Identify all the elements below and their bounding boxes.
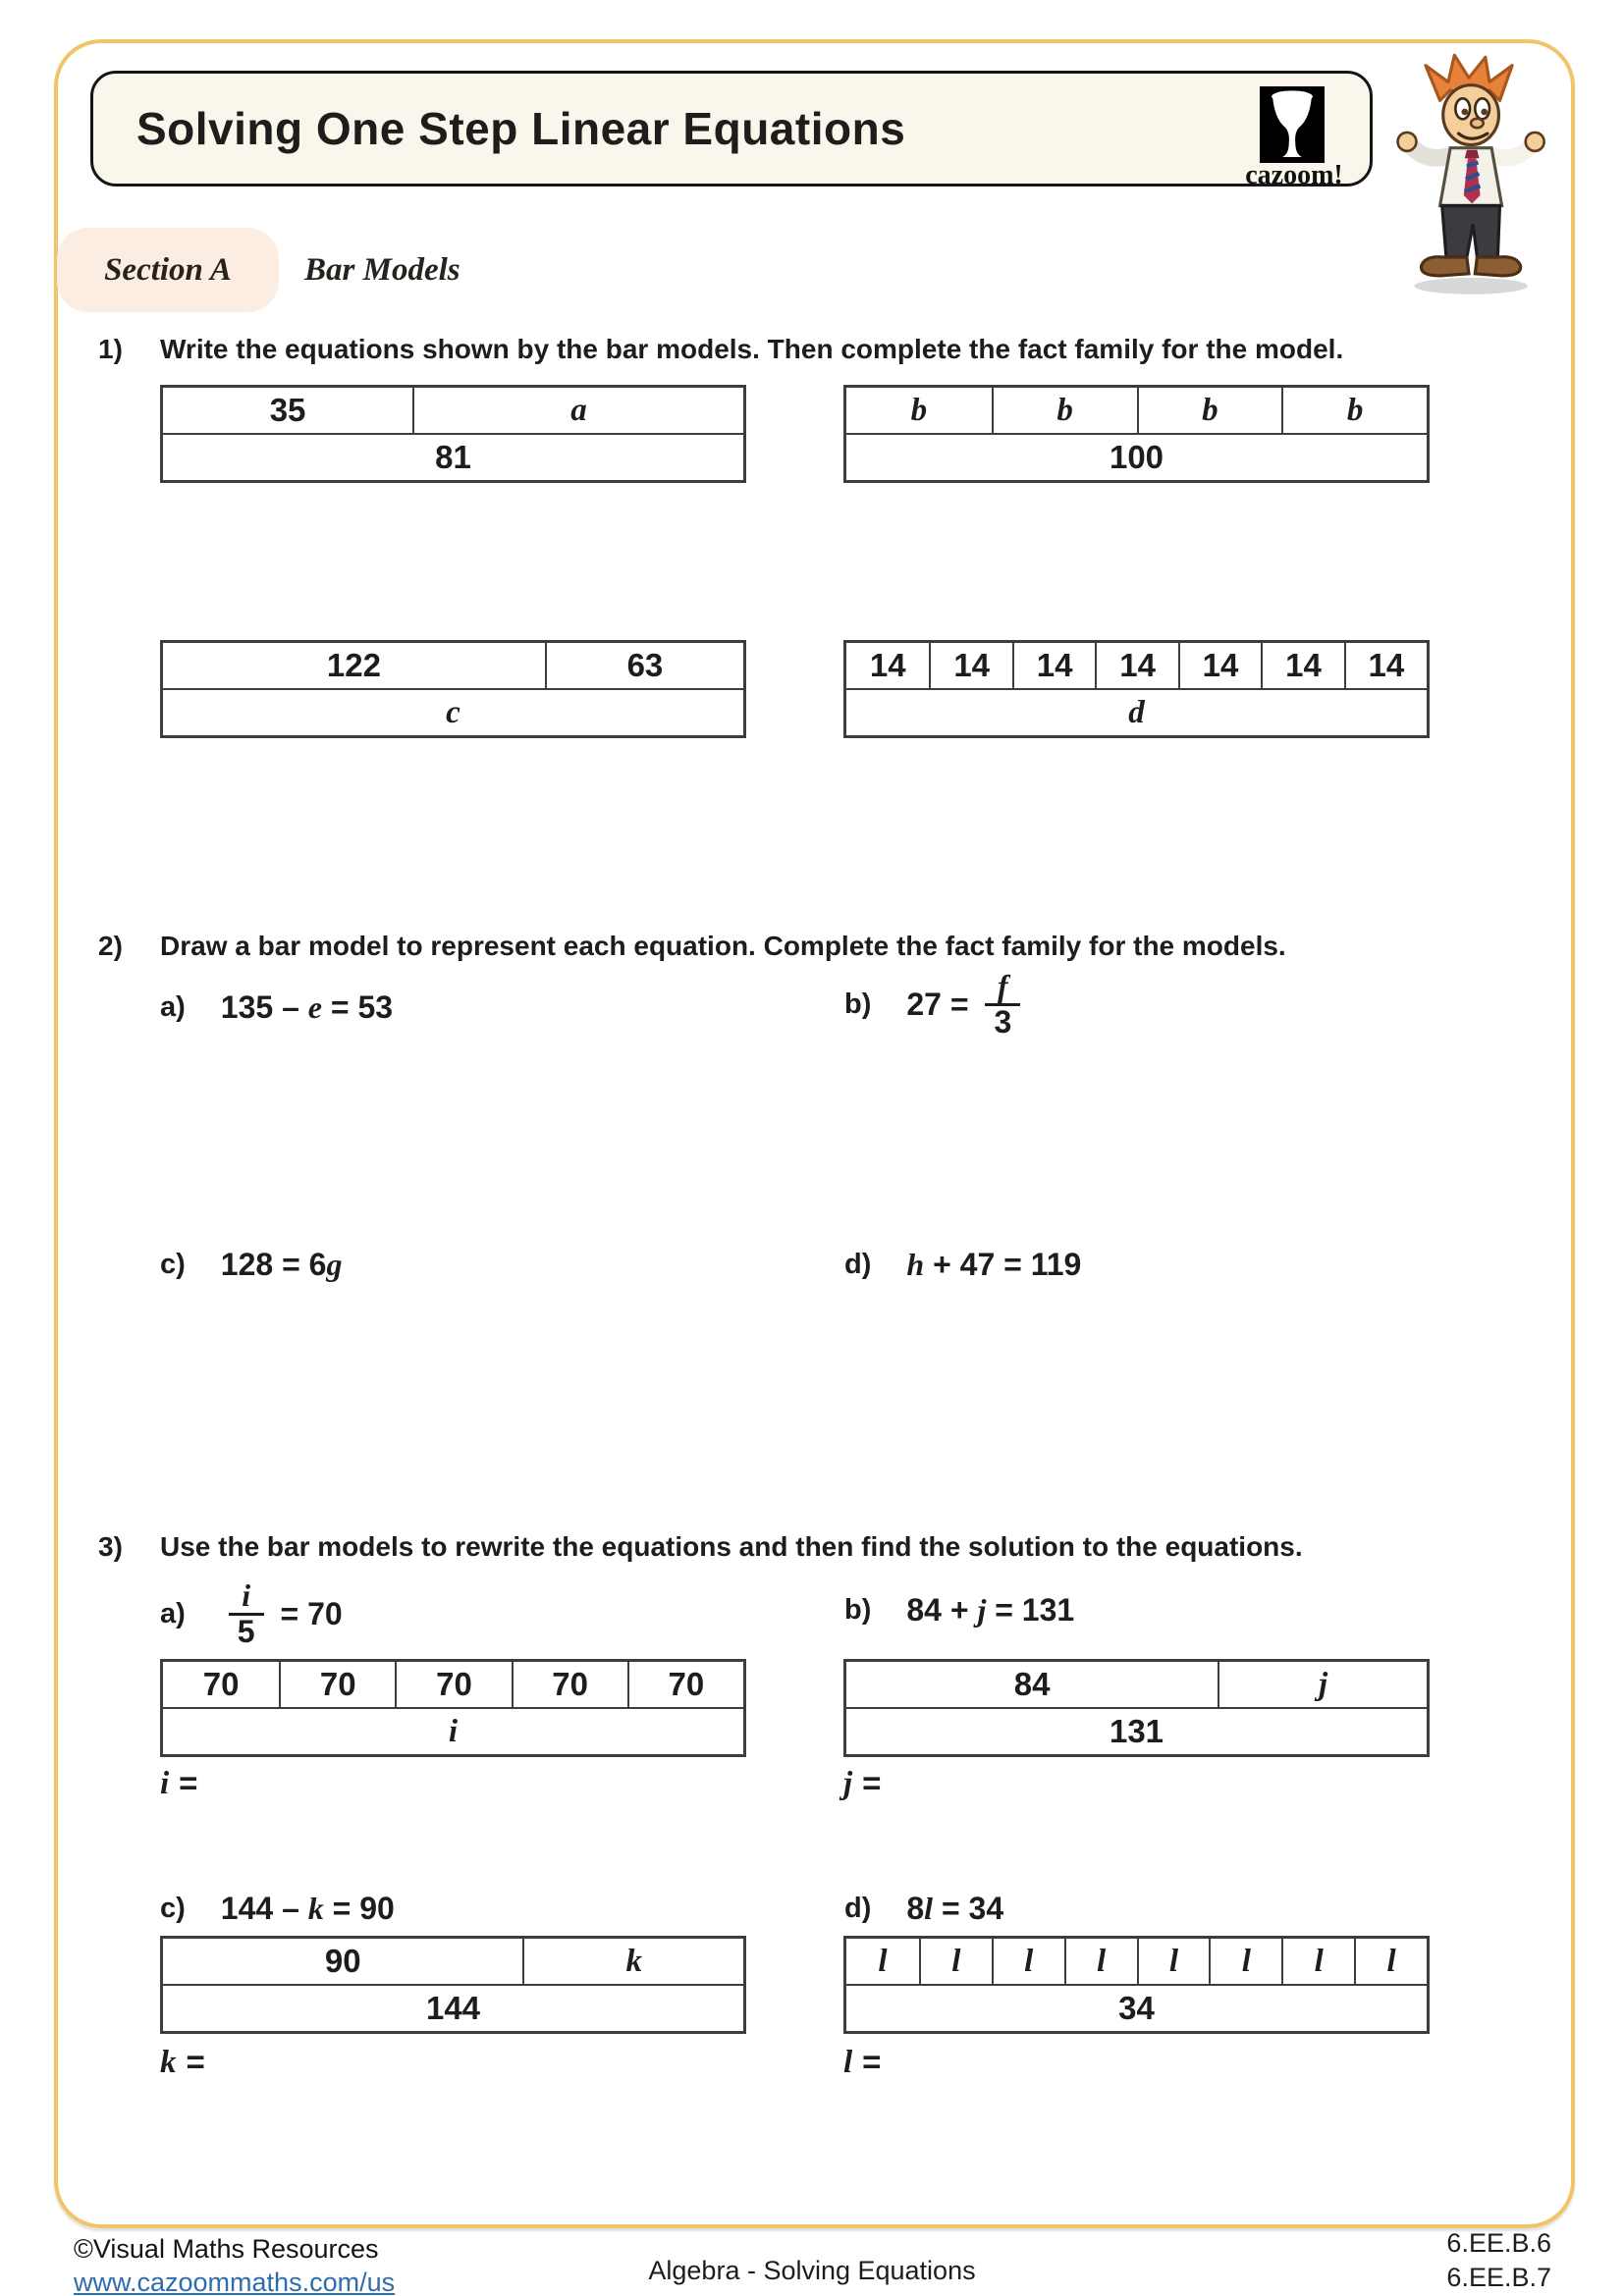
- cazoom-drum-icon: [1260, 86, 1325, 163]
- section-title: Bar Models: [304, 251, 460, 288]
- bar-total: c: [446, 694, 460, 730]
- bar-cell: 63: [545, 643, 743, 688]
- bar-model-q3a: [160, 1659, 746, 1757]
- q3c-equation: c) 144 – k = 90: [160, 1891, 395, 1926]
- bar-cell: l: [1137, 1939, 1210, 1984]
- q3-instruction: Use the bar models to rewrite the equations and then find the solution to the equations.: [160, 1531, 1303, 1562]
- q3b-answer-line: j =: [843, 1765, 882, 1801]
- bar-cell: 70: [202, 1666, 240, 1702]
- footer-topic: Algebra - Solving Equations: [648, 2256, 976, 2285]
- q3a-answer-line: i =: [160, 1765, 198, 1801]
- bar-cell: 70: [395, 1662, 511, 1707]
- bar-cell: 14: [869, 647, 906, 683]
- q3-number: 3): [98, 1531, 123, 1562]
- bar-model-q1d: [843, 640, 1430, 738]
- bar-total: 131: [1109, 1713, 1164, 1749]
- q2-number: 2): [98, 931, 123, 961]
- q3c-answer-line: k =: [160, 2044, 205, 2080]
- bar-total: i: [448, 1713, 459, 1749]
- bar-cell: 122: [326, 647, 381, 683]
- footer-copyright: ©Visual Maths Resources: [74, 2234, 379, 2264]
- fraction: $\frac{f}{3}$: [985, 970, 1020, 1039]
- bar-total: 34: [1118, 1990, 1155, 2026]
- footer-standard-2: 6.EE.B.7: [1446, 2263, 1551, 2292]
- q3d-answer-line: l =: [843, 2044, 882, 2080]
- bar-total: d: [1128, 694, 1145, 730]
- bar-cell: l: [1209, 1939, 1281, 1984]
- footer-standard-1: 6.EE.B.6: [1446, 2228, 1551, 2258]
- bar-cell: k: [522, 1939, 743, 1984]
- bar-cell: 70: [279, 1662, 395, 1707]
- title-box: [90, 71, 1373, 187]
- bar-cell: b: [1281, 388, 1427, 433]
- bar-cell: 35: [269, 392, 306, 428]
- q1-instruction: Write the equations shown by the bar models. Then complete the fact family for the model.: [160, 334, 1344, 364]
- bar-cell: b: [992, 388, 1137, 433]
- bar-cell: 14: [1012, 643, 1095, 688]
- q2d-equation: d) h + 47 = 119: [844, 1247, 1082, 1282]
- bar-total: 81: [435, 439, 471, 475]
- bar-cell: l: [1064, 1939, 1137, 1984]
- bar-model-q3d: [843, 1936, 1430, 2034]
- footer-link[interactable]: www.cazoommaths.com/us: [74, 2268, 395, 2296]
- mascot-character: [1386, 51, 1551, 294]
- page-title: Solving One Step Linear Equations: [136, 103, 906, 154]
- bar-cell: b: [1137, 388, 1282, 433]
- bar-total: 100: [1109, 439, 1164, 475]
- bar-cell: l: [919, 1939, 992, 1984]
- bar-model-q1c: [160, 640, 746, 738]
- bar-model-q1b: [843, 385, 1430, 483]
- bar-cell: 14: [1095, 643, 1177, 688]
- bar-cell: 70: [512, 1662, 627, 1707]
- bar-cell: l: [1281, 1939, 1354, 1984]
- bar-total: 144: [425, 1990, 481, 2026]
- section-badge: [57, 228, 279, 312]
- fraction: $\frac{i}{5}$: [229, 1579, 264, 1648]
- q1-number: 1): [98, 334, 123, 364]
- q2-instruction: Draw a bar model to represent each equation. Complete the fact family for the models.: [160, 931, 1286, 961]
- bar-cell: 14: [1261, 643, 1343, 688]
- section-label: Section A: [104, 251, 232, 288]
- bar-cell: a: [412, 388, 743, 433]
- bar-cell: l: [1354, 1939, 1427, 1984]
- q2c-equation: c) 128 = 6 g: [160, 1247, 343, 1282]
- bar-cell: 14: [929, 643, 1011, 688]
- bar-model-q3b: [843, 1659, 1430, 1757]
- bar-cell: 90: [324, 1943, 361, 1979]
- bar-cell: 70: [627, 1662, 743, 1707]
- bar-cell: j: [1218, 1662, 1427, 1707]
- bar-cell: l: [878, 1943, 888, 1979]
- bar-cell: 84: [1013, 1666, 1051, 1702]
- q3a-equation: a) $\frac{i}{5}$ = 70: [160, 1576, 343, 1649]
- bar-cell: 14: [1178, 643, 1261, 688]
- cazoom-brand-text: cazoom!: [1245, 160, 1343, 190]
- q2a-equation: a) 135 – e = 53: [160, 989, 394, 1025]
- q3b-equation: b) 84 + j = 131: [844, 1592, 1075, 1628]
- q3d-equation: d) 8 l = 34: [844, 1891, 1004, 1926]
- bar-cell: 14: [1344, 643, 1427, 688]
- q2b-equation: b) 27 = $\frac{f}{3}$: [844, 957, 1028, 1051]
- bar-model-q3c: [160, 1936, 746, 2034]
- bar-cell: b: [910, 392, 928, 428]
- bar-cell: l: [992, 1939, 1064, 1984]
- bar-model-q1a: [160, 385, 746, 483]
